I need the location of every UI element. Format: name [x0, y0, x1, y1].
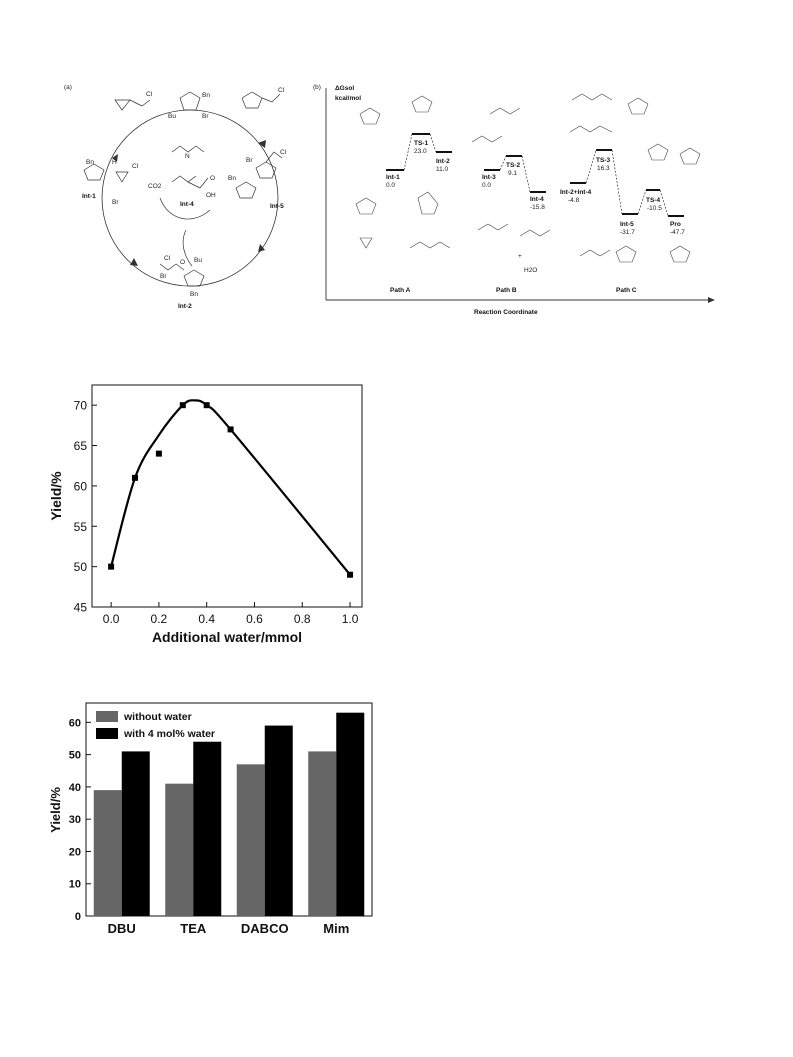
data-point: [204, 402, 210, 408]
y-tick-label: 0: [74, 911, 81, 923]
cycle-arrowhead: [130, 258, 138, 266]
path-a-label: Path A: [390, 287, 411, 294]
oh-label: OH: [206, 192, 216, 199]
bar-with-water: [122, 751, 150, 916]
y-tick-label: 50: [73, 560, 87, 575]
state-ts3-label: TS-3: [596, 157, 611, 164]
bu-label: Bu: [168, 113, 176, 120]
o-label: O: [180, 259, 186, 266]
panel-b-label: (b): [313, 84, 321, 91]
int5-label: Int-5: [270, 203, 284, 210]
y-tick-label: 55: [73, 519, 87, 534]
bu-label: Bu: [194, 257, 202, 264]
panel-a-label: (a): [64, 84, 72, 91]
br-label: Br: [246, 157, 253, 164]
state-pro-value: -47.7: [670, 229, 685, 236]
y-tick-label: 10: [68, 878, 81, 891]
data-point: [108, 564, 114, 570]
data-point: [132, 475, 138, 481]
bn-label: Bn: [202, 92, 210, 99]
state-ts4-label: TS-4: [646, 197, 661, 204]
x-category-label: DABCO: [240, 921, 289, 936]
cl-label: Cl: [164, 255, 171, 262]
y-tick-label: 30: [68, 814, 81, 827]
plot-area-frame: [92, 385, 362, 607]
state-int3-label: Int-3: [482, 174, 496, 181]
bn-label: Bn: [228, 175, 236, 182]
y-tick-label: 20: [68, 846, 81, 859]
reaction-axis-label: Reaction Coordinate: [474, 309, 538, 316]
y-axis-title: Yield/%: [48, 787, 63, 833]
y-tick-label: 60: [68, 717, 81, 730]
imidazolium-structure: [180, 92, 200, 110]
bar-without-water: [165, 784, 193, 916]
cl-label: Cl: [146, 91, 153, 98]
state-int4-label: Int-4: [530, 196, 544, 203]
y-axis-title: Yield/%: [48, 471, 64, 521]
y-tick-label: 40: [68, 781, 81, 794]
state-int2-int4-label: Int-2+Int-4: [560, 189, 592, 196]
data-point: [347, 572, 353, 578]
o-label: O: [210, 175, 216, 182]
epoxide-structure: [115, 100, 150, 110]
bn-label: Bn: [190, 291, 198, 298]
bar-with-water: [193, 742, 221, 916]
chart-legend: [96, 711, 215, 740]
legend-label-without-water: without water: [124, 711, 192, 723]
state-ts2-label: TS-2: [506, 162, 521, 169]
br-label: Br: [202, 113, 209, 120]
co2-label: CO2: [148, 183, 162, 190]
path-c-profile: [570, 150, 684, 216]
state-ts2-value: 9.1: [508, 170, 518, 177]
x-axis-title: Additional water/mmol: [151, 629, 303, 645]
x-tick-label: 0.8: [293, 612, 311, 626]
state-int5-label: Int-5: [620, 221, 634, 228]
data-point: [180, 402, 186, 408]
state-int3-value: 0.0: [482, 182, 492, 189]
n-label: N: [185, 153, 190, 160]
state-int4-value: -15.8: [530, 204, 545, 211]
legend-swatch-without-water: [96, 711, 118, 722]
y-tick-label: 70: [73, 398, 87, 413]
state-int2-label: Int-2: [436, 158, 450, 165]
legend-swatch-with-water: [96, 728, 118, 739]
bar-without-water: [237, 764, 265, 916]
x-tick-label: 0.2: [150, 612, 168, 626]
cl-label: Cl: [132, 163, 139, 170]
int2-label: Int-2: [178, 303, 192, 310]
state-int5-value: -31.7: [620, 229, 635, 236]
bar-without-water: [308, 751, 336, 916]
state-ts3-value: 16.3: [597, 165, 610, 172]
y-tick-label: 65: [73, 439, 87, 454]
legend-label-with-water: with 4 mol% water: [124, 728, 216, 740]
energy-axis-unit: kcal/mol: [335, 95, 362, 102]
x-category-label: Mim: [323, 921, 350, 936]
y-tick-label: 60: [73, 479, 87, 494]
int4-structure: [172, 146, 208, 188]
data-point: [156, 451, 162, 457]
int4-label: Int-4: [180, 201, 194, 208]
water-label: H2O: [524, 267, 538, 274]
cl-label: Cl: [278, 87, 285, 94]
br-label: Br: [160, 273, 167, 280]
x-tick-label: 0.0: [102, 612, 120, 626]
reaction-axis-arrowhead: [708, 297, 715, 303]
path-c-label: Path C: [616, 287, 637, 294]
state-pro-label: Pro: [670, 221, 681, 228]
state-ts1-value: 23.0: [414, 148, 427, 155]
state-int2-value: 11.0: [436, 166, 449, 173]
panel-b-structures: [356, 94, 700, 262]
data-point: [228, 426, 234, 432]
x-tick-label: 0.4: [198, 612, 216, 626]
h-label: H: [112, 159, 117, 166]
br-label: Br: [112, 199, 119, 206]
x-category-label: TEA: [180, 921, 207, 936]
path-b-label: Path B: [496, 287, 517, 294]
carbonate-structure: [242, 92, 280, 108]
x-category-label: DBU: [107, 921, 136, 936]
state-int1-value: 0.0: [386, 182, 396, 189]
cl-label: Cl: [280, 149, 287, 156]
yield-bar-chart: [50, 695, 380, 960]
y-tick-label: 45: [73, 600, 87, 615]
scheme-figure: [60, 80, 720, 325]
bar-without-water: [94, 790, 122, 916]
x-tick-label: 1.0: [341, 612, 359, 626]
int1-label: Int-1: [82, 193, 96, 200]
state-int1-label: Int-1: [386, 174, 400, 181]
plus-sign: +: [518, 253, 522, 260]
y-tick-label: 50: [68, 749, 81, 762]
state-int2-int4-value: -4.8: [568, 197, 580, 204]
bar-with-water: [336, 713, 364, 916]
bar-with-water: [265, 726, 293, 916]
energy-axis-label: ΔGsol: [335, 85, 355, 92]
state-ts4-value: -10.5: [647, 205, 662, 212]
x-tick-label: 0.6: [246, 612, 263, 626]
bn-label: Bn: [86, 159, 94, 166]
yield-vs-water-chart: [50, 375, 380, 660]
state-ts1-label: TS-1: [414, 140, 429, 147]
